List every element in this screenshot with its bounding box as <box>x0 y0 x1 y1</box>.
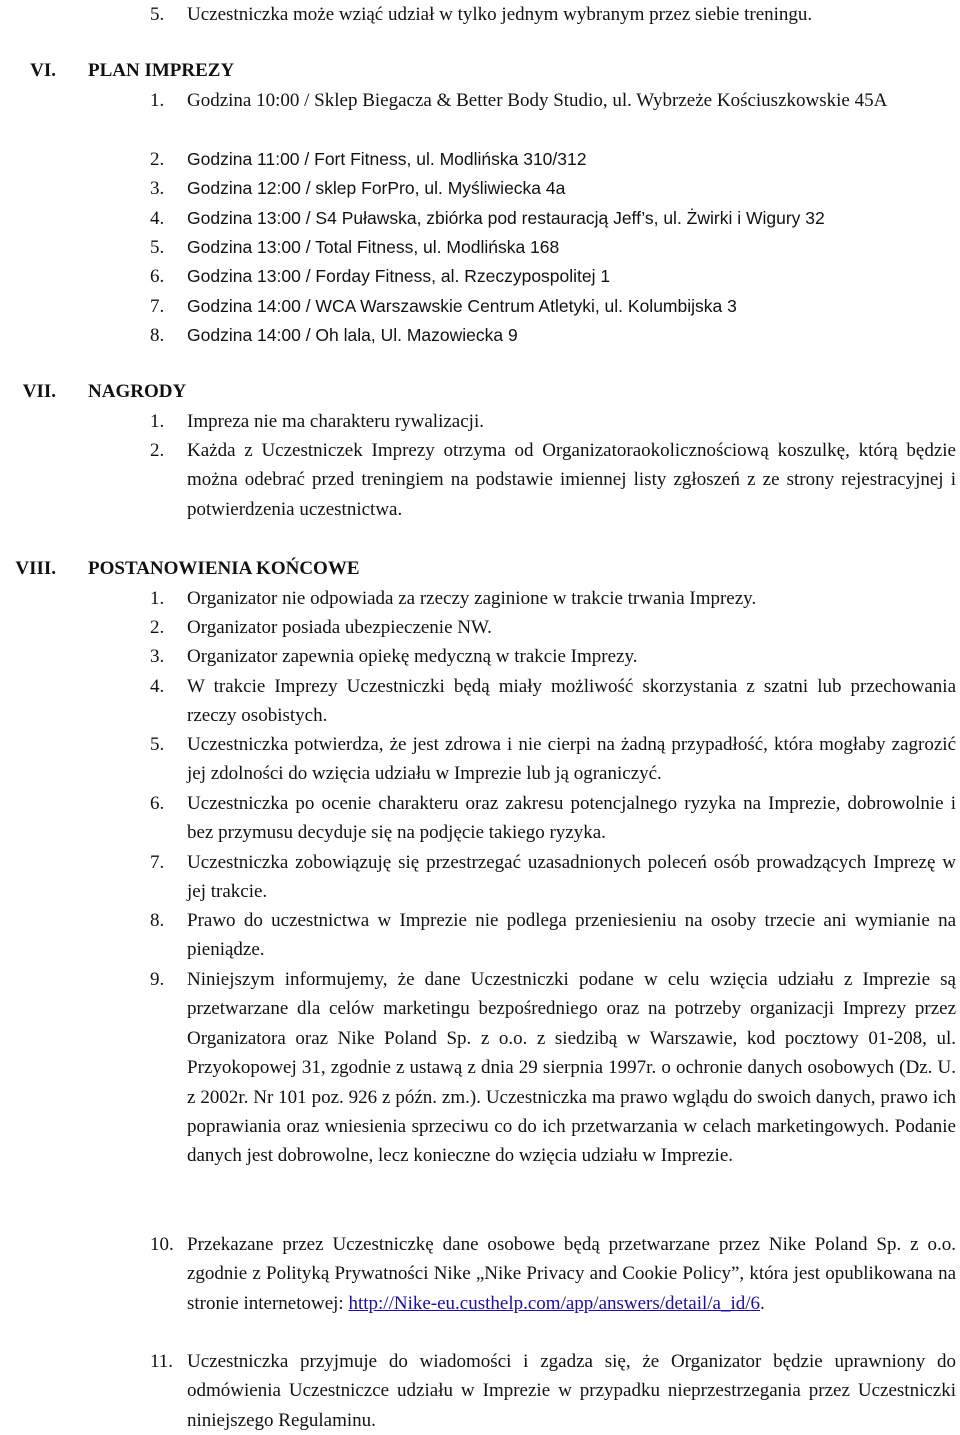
section-number: VII. <box>22 381 56 402</box>
item-number: 4. <box>150 676 165 697</box>
list-item <box>150 0 956 29</box>
item-number: 2. <box>150 617 165 638</box>
list-item <box>150 233 956 262</box>
list-item <box>150 86 956 115</box>
item-number: 2. <box>150 440 165 461</box>
list-item <box>150 584 956 613</box>
item-number: 6. <box>150 266 165 287</box>
item-number: 1. <box>150 588 165 609</box>
list-item <box>150 789 956 848</box>
item-text: Prawo do uczestnictwa w Imprezie nie podlega przeniesieniu na osoby trzecie ani wymianie na pieniądze. <box>187 910 956 961</box>
item-text: Niniejszym informujemy, że dane Uczestniczki podane w celu wzięcia udziału z Imprezie są przetwarzane dla celów marketingu bezpośredniego oraz na potrzeby organizacji Imprezy przez Organizatora oraz Nike Poland Sp. z o.o. z siedzibą w Warszawie, kod pocztowy 01-208, ul. Przyokopowej 31, zgodnie z ustawą z dnia 29 sierpnia 1997r. o ochronie danych osobowych (Dz. U. z 2002r. Nr 101 poz. 926 z późn. zm.). Uczestniczka ma prawo wglądu do swoich danych, prawo ich poprawiania oraz wniesienia sprzeciwu co do ich przetwarzania w celach marketingowych. Podanie danych jest dobrowolne, lecz konieczne do wzięcia udziału w Imprezie. <box>187 969 956 1167</box>
item-text <box>187 1230 956 1318</box>
item-number: 1. <box>150 411 165 432</box>
item-number: 3. <box>150 646 165 667</box>
item-number: 3. <box>150 178 165 199</box>
privacy-policy-link[interactable]: http://Nike-eu.custhelp.com/app/answers/detail/a_id/6 <box>348 1292 761 1314</box>
section-title: NAGRODY <box>88 381 187 402</box>
list-item <box>150 262 956 291</box>
section-title: POSTANOWIENIA KOŃCOWE <box>88 558 360 579</box>
item-number: 5. <box>150 734 165 755</box>
section-title: PLAN IMPREZY <box>88 60 235 81</box>
item-number: 7. <box>150 296 165 317</box>
item-text: Godzina 13:00 / Forday Fitness, al. Rzeczypospolitej 1 <box>187 266 611 286</box>
item-number: 9. <box>150 969 165 990</box>
item-text: Uczestniczka po ocenie charakteru oraz zakresu potencjalnego ryzyka na Imprezie, dobrowolnie i bez przymusu decyduje się na podjęcie takiego ryzyka. <box>187 793 956 844</box>
list-item <box>150 321 956 350</box>
item-text: Uczestniczka może wziąć udział w tylko jednym wybranym przez siebie treningu. <box>187 4 813 25</box>
list-item <box>150 1347 956 1435</box>
list-item <box>150 1230 956 1318</box>
item-number: 8. <box>150 325 165 346</box>
list-item <box>150 174 956 203</box>
item-number: 4. <box>150 208 165 229</box>
item-number: 1. <box>150 90 165 111</box>
item-text: Organizator nie odpowiada za rzeczy zaginione w trakcie trwania Imprezy. <box>187 588 757 609</box>
item-text: Uczestniczka przyjmuje do wiadomości i zgadza się, że Organizator będzie uprawniony do odmówienia Uczestniczce udziału w Imprezie w przypadku nieprzestrzegania przez Uczestniczki niniejszego Regulaminu. <box>187 1351 956 1431</box>
list-item <box>150 848 956 907</box>
item-number: 10. <box>150 1234 174 1255</box>
item-text: Godzina 12:00 / sklep ForPro, ul. Myśliwiecka 4a <box>187 178 566 198</box>
item-text: Godzina 14:00 / Oh lala, Ul. Mazowiecka 9 <box>187 325 518 345</box>
list-item <box>150 965 956 1171</box>
section-number: VIII. <box>15 558 56 579</box>
item-number: 6. <box>150 793 165 814</box>
item-text: Impreza nie ma charakteru rywalizacji. <box>187 411 484 432</box>
item-text-body: Przekazane przez Uczestniczkę dane osobowe będą przetwarzane przez Nike Poland Sp. z o.o. zgodnie z Polityką Prywatności Nike „Nike Privacy and Cookie Policy”, która jest opublikowana na stronie internetowej: <box>187 1234 956 1314</box>
item-number: 2. <box>150 149 165 170</box>
item-text: Godzina 13:00 / Total Fitness, ul. Modlińska 168 <box>187 237 560 257</box>
item-text: Godzina 14:00 / WCA Warszawskie Centrum Atletyki, ul. Kolumbijska 3 <box>187 296 737 316</box>
list-item <box>150 436 956 524</box>
list-item <box>150 642 956 671</box>
list-item <box>150 613 956 642</box>
section-number: VI. <box>30 60 56 81</box>
item-number: 8. <box>150 910 165 931</box>
list-item <box>150 145 956 174</box>
item-text: W trakcie Imprezy Uczestniczki będą miały możliwość skorzystania z szatni lub przechowania rzeczy osobistych. <box>187 676 956 727</box>
item-number: 11. <box>150 1351 174 1372</box>
item-text-end: . <box>760 1292 765 1314</box>
item-text: Godzina 13:00 / S4 Puławska, zbiórka pod restauracją Jeff’s, ul. Żwirki i Wigury 32 <box>187 208 825 228</box>
item-text: Organizator posiada ubezpieczenie NW. <box>187 617 492 638</box>
item-number: 5. <box>150 4 165 25</box>
item-text: Organizator zapewnia opiekę medyczną w trakcie Imprezy. <box>187 646 638 667</box>
item-number: 5. <box>150 237 165 258</box>
item-text: Godzina 10:00 / Sklep Biegacza & Better Body Studio, ul. Wybrzeże Kościuszkowskie 45A <box>187 90 888 111</box>
item-text: Uczestniczka potwierdza, że jest zdrowa i nie cierpi na żadną przypadłość, która mogłaby zagrozić jej zdolności do wzięcia udziału w Imprezie lub ją ograniczyć. <box>187 734 956 785</box>
item-text: Każda z Uczestniczek Imprezy otrzyma od Organizatoraokolicznościową koszulkę, którą będzie można odebrać przed treningiem na podstawie imiennej listy zgłoszeń z ze strony rejestracyjnej i potwierdzenia uczestnictwa. <box>187 440 956 520</box>
list-item <box>150 906 956 965</box>
list-item <box>150 204 956 233</box>
list-item <box>150 292 956 321</box>
list-item <box>150 672 956 731</box>
item-number: 7. <box>150 852 165 873</box>
item-text: Godzina 11:00 / Fort Fitness, ul. Modlińska 310/312 <box>187 149 587 169</box>
item-text: Uczestniczka zobowiązuję się przestrzegać uzasadnionych poleceń osób prowadzących Imprezę w jej trakcie. <box>187 852 956 903</box>
list-item <box>150 407 956 436</box>
list-item <box>150 730 956 789</box>
